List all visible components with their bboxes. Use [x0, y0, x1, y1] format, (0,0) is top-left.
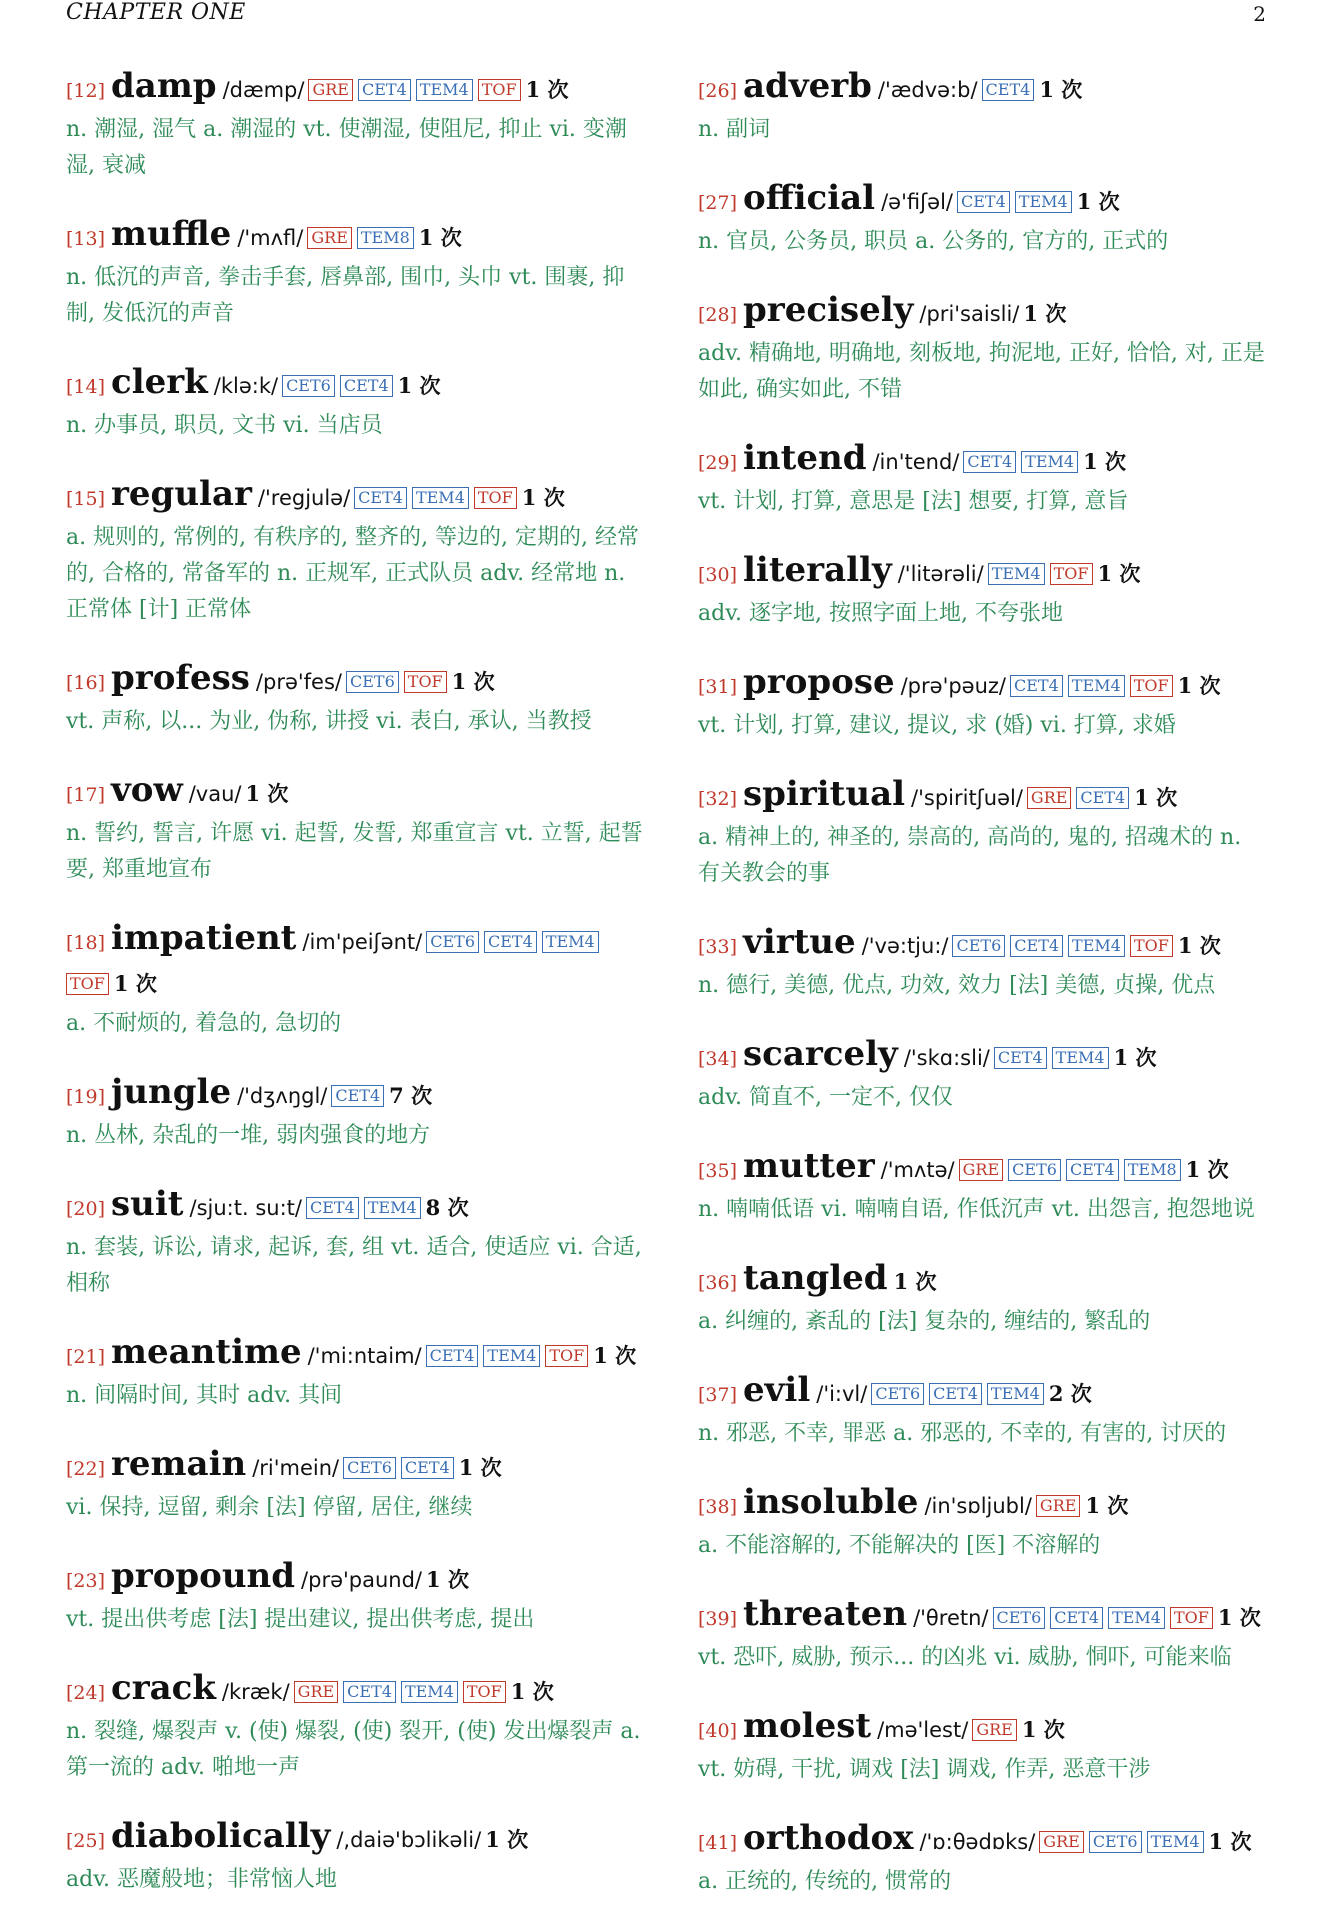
entry-head: [66, 1816, 646, 1862]
entry-head: [698, 1706, 1268, 1752]
exam-tag-tem4: TEM4: [987, 1383, 1044, 1405]
exam-tag-tem4: TEM4: [416, 79, 473, 101]
exam-tag-cet6: CET6: [1008, 1159, 1061, 1181]
entry-index: [28]: [698, 304, 738, 326]
vocab-entry: [698, 922, 1268, 1004]
entry-head: [698, 1594, 1268, 1640]
entry-phonetic: /ə'fiʃəl/: [881, 190, 953, 214]
entry-phonetic: /mə'lest/: [877, 1718, 969, 1742]
entry-index: [21]: [66, 1346, 106, 1368]
entry-count: 1 次: [426, 1567, 469, 1592]
exam-tag-tem4: TEM4: [364, 1197, 421, 1219]
entry-word: muffle: [111, 214, 232, 254]
entry-definition: n. 丛林, 杂乱的一堆, 弱肉强食的地方: [66, 1123, 431, 1148]
entry-index: [24]: [66, 1682, 106, 1704]
entry-definition: adv. 逐字地, 按照字面上地, 不夸张地: [698, 601, 1063, 626]
entry-index: [29]: [698, 452, 738, 474]
entry-count: 1 次: [521, 485, 565, 510]
exam-tag-cet4: CET4: [306, 1197, 359, 1219]
vocab-entry: [698, 1706, 1268, 1788]
chapter-title: CHAPTER ONE: [66, 0, 246, 25]
vocab-entry: [698, 1370, 1268, 1452]
entry-definition: n. 办事员, 职员, 文书 vi. 当店员: [66, 413, 383, 438]
exam-tag-cet4: CET4: [340, 375, 393, 397]
entry-phonetic: /'ɒ:θədɒks/: [919, 1830, 1036, 1854]
exam-tag-cet4: CET4: [957, 191, 1010, 213]
entry-head: [698, 290, 1268, 336]
exam-tag-gre: GRE: [294, 1681, 339, 1703]
right-column: [698, 66, 1268, 1930]
entry-count: 1 次: [245, 781, 289, 806]
exam-tag-cet4: CET4: [343, 1681, 396, 1703]
entry-definition: n. 间隔时间, 其时 adv. 其间: [66, 1383, 343, 1408]
entry-head: [66, 1072, 646, 1118]
exam-tag-cet6: CET6: [952, 935, 1005, 957]
entry-phonetic: /'regjulə/: [257, 486, 351, 510]
entry-index: [37]: [698, 1384, 738, 1406]
exam-tag-cet4: CET4: [982, 79, 1035, 101]
entry-word: jungle: [111, 1072, 232, 1112]
vocab-entry: [698, 290, 1268, 408]
exam-tag-tof: TOF: [1050, 563, 1093, 585]
entry-word: mutter: [743, 1146, 875, 1186]
entry-head: [698, 1482, 1268, 1528]
entry-head: [66, 474, 646, 520]
entry-phonetic: /dæmp/: [222, 78, 305, 102]
vocab-entry: [698, 1146, 1268, 1228]
exam-tag-tem4: TEM4: [1108, 1607, 1165, 1629]
exam-tag-cet6: CET6: [993, 1607, 1046, 1629]
entry-definition: n. 潮湿, 湿气 a. 潮湿的 vt. 使潮湿, 使阻尼, 抑止 vi. 变潮湿, 衰减: [66, 117, 627, 178]
entry-count: 1 次: [1185, 1157, 1229, 1182]
entry-head: [698, 774, 1268, 820]
vocab-entry: [698, 1818, 1268, 1900]
exam-tag-tof: TOF: [474, 487, 517, 509]
exam-tag-gre: GRE: [1039, 1831, 1084, 1853]
exam-tag-tof: TOF: [1130, 935, 1173, 957]
entry-count: 1 次: [1097, 561, 1141, 586]
entry-count: 1 次: [113, 971, 157, 996]
vocab-entry: [66, 1072, 646, 1154]
vocab-entry: [66, 658, 646, 740]
vocab-entry: [698, 1482, 1268, 1564]
exam-tag-tem4: TEM4: [1015, 191, 1072, 213]
entry-definition: a. 纠缠的, 紊乱的 [法] 复杂的, 缠结的, 繁乱的: [698, 1309, 1151, 1334]
entry-word: official: [743, 178, 876, 218]
exam-tag-tem8: TEM8: [1124, 1159, 1181, 1181]
exam-tag-cet4: CET4: [963, 451, 1016, 473]
entry-index: [16]: [66, 672, 106, 694]
exam-tag-tem4: TEM4: [1021, 451, 1078, 473]
entry-phonetic: /in'sɒljubl/: [924, 1494, 1032, 1518]
exam-tag-cet6: CET6: [426, 931, 479, 953]
entry-phonetic: /prə'paund/: [301, 1568, 423, 1592]
entry-head: [698, 1146, 1268, 1192]
entry-index: [40]: [698, 1720, 738, 1742]
entry-definition: vt. 妨碍, 干扰, 调戏 [法] 调戏, 作弄, 恶意干涉: [698, 1757, 1151, 1782]
entry-definition: n. 誓约, 誓言, 许愿 vi. 起誓, 发誓, 郑重宣言 vt. 立誓, 起誓要, 郑重地宣布: [66, 821, 643, 882]
entry-count: 1 次: [1177, 933, 1221, 958]
entry-word: propose: [743, 662, 895, 702]
exam-tag-tem4: TEM4: [1147, 1831, 1204, 1853]
exam-tag-gre: GRE: [307, 227, 352, 249]
entry-count: 1 次: [1023, 301, 1067, 326]
entry-word: profess: [111, 658, 250, 698]
entry-word: threaten: [743, 1594, 908, 1634]
entry-index: [35]: [698, 1160, 738, 1182]
entry-word: literally: [743, 550, 892, 590]
exam-tag-cet4: CET4: [354, 487, 407, 509]
entry-definition: n. 裂缝, 爆裂声 v. (使) 爆裂, (使) 裂开, (使) 发出爆裂声 a. 第一流的 adv. 啪地一声: [66, 1719, 641, 1780]
entry-index: [12]: [66, 80, 106, 102]
exam-tag-cet6: CET6: [343, 1457, 396, 1479]
entry-word: scarcely: [743, 1034, 898, 1074]
entry-word: molest: [743, 1706, 872, 1746]
entry-word: precisely: [743, 290, 914, 330]
entry-phonetic: /vau/: [188, 782, 242, 806]
entry-phonetic: /'və:tju:/: [861, 934, 949, 958]
entry-head: [698, 1034, 1268, 1080]
entry-head: [698, 1370, 1268, 1416]
entry-index: [32]: [698, 788, 738, 810]
entry-phonetic: /sju:t. su:t/: [189, 1196, 302, 1220]
entry-phonetic: /'mʌtə/: [880, 1158, 955, 1182]
entry-count: 1 次: [510, 1679, 554, 1704]
entry-word: virtue: [743, 922, 856, 962]
entry-definition: n. 低沉的声音, 拳击手套, 唇鼻部, 围巾, 头巾 vt. 围裹, 抑制, 发低沉的声音: [66, 265, 625, 326]
vocab-entry: [698, 1594, 1268, 1676]
entry-definition: vi. 保持, 逗留, 剩余 [法] 停留, 居住, 继续: [66, 1495, 473, 1520]
entry-index: [14]: [66, 376, 106, 398]
entry-index: [38]: [698, 1496, 738, 1518]
entry-head: [698, 662, 1268, 708]
entry-head: [698, 922, 1268, 968]
page-number: 2: [1253, 2, 1266, 26]
entry-phonetic: /kræk/: [221, 1680, 290, 1704]
entry-word: intend: [743, 438, 867, 478]
entry-count: 1 次: [893, 1269, 937, 1294]
entry-head: [66, 1444, 646, 1490]
vocab-entry: [66, 474, 646, 628]
entry-definition: n. 官员, 公务员, 职员 a. 公务的, 官方的, 正式的: [698, 229, 1169, 254]
entry-index: [17]: [66, 784, 106, 806]
vocab-entry: [698, 438, 1268, 520]
entry-word: diabolically: [111, 1816, 331, 1856]
entry-count: 1 次: [1113, 1045, 1157, 1070]
vocab-entry: [66, 1668, 646, 1786]
vocab-entry: [66, 1556, 646, 1638]
entry-count: 1 次: [397, 373, 441, 398]
entry-definition: n. 副词: [698, 117, 771, 142]
entry-definition: vt. 恐吓, 威胁, 预示... 的凶兆 vi. 威胁, 恫吓, 可能来临: [698, 1645, 1232, 1670]
vocab-entry: [66, 214, 646, 332]
entry-count: 1 次: [1021, 1717, 1065, 1742]
entry-index: [23]: [66, 1570, 106, 1592]
exam-tag-cet4: CET4: [331, 1085, 384, 1107]
entry-definition: n. 套装, 诉讼, 请求, 起诉, 套, 组 vt. 适合, 使适应 vi. 合适, 相称: [66, 1235, 642, 1296]
entry-index: [33]: [698, 936, 738, 958]
entry-count: 1 次: [458, 1455, 502, 1480]
entry-count: 1 次: [451, 669, 495, 694]
entry-count: 1 次: [525, 77, 569, 102]
entry-word: meantime: [111, 1332, 302, 1372]
entry-index: [41]: [698, 1832, 738, 1854]
exam-tag-cet4: CET4: [1050, 1607, 1103, 1629]
entry-phonetic: /im'peiʃənt/: [302, 930, 423, 954]
entry-index: [18]: [66, 932, 106, 954]
entry-word: tangled: [743, 1258, 888, 1298]
entry-phonetic: /,daiə'bɔlikəli/: [336, 1828, 482, 1852]
entry-index: [27]: [698, 192, 738, 214]
entry-index: [13]: [66, 228, 106, 250]
vocab-entry: [698, 66, 1268, 148]
entry-index: [20]: [66, 1198, 106, 1220]
entry-phonetic: /in'tend/: [872, 450, 960, 474]
entry-phonetic: /'mʌfl/: [237, 226, 304, 250]
entry-index: [39]: [698, 1608, 738, 1630]
entry-definition: a. 不能溶解的, 不能解决的 [医] 不溶解的: [698, 1533, 1101, 1558]
entry-phonetic: /prə'fes/: [255, 670, 342, 694]
entry-count: 1 次: [485, 1827, 529, 1852]
entry-index: [36]: [698, 1272, 738, 1294]
exam-tag-cet4: CET4: [1010, 935, 1063, 957]
entry-count: 1 次: [593, 1343, 637, 1368]
exam-tag-cet6: CET6: [1089, 1831, 1142, 1853]
exam-tag-cet4: CET4: [994, 1047, 1047, 1069]
entry-head: [66, 66, 646, 112]
entry-word: vow: [111, 770, 183, 810]
exam-tag-tem4: TEM4: [401, 1681, 458, 1703]
entry-phonetic: /klə:k/: [213, 374, 279, 398]
entry-phonetic: /'dʒʌŋgl/: [237, 1084, 328, 1108]
entry-head: [698, 66, 1268, 112]
entry-definition: a. 不耐烦的, 着急的, 急切的: [66, 1011, 342, 1036]
entry-head: [698, 550, 1268, 596]
exam-tag-tof: TOF: [463, 1681, 506, 1703]
entry-head: [66, 918, 646, 1006]
entry-word: propound: [111, 1556, 296, 1596]
exam-tag-tem4: TEM4: [542, 931, 599, 953]
entry-definition: a. 精神上的, 神圣的, 崇高的, 高尚的, 鬼的, 招魂术的 n. 有关教会的事: [698, 825, 1242, 886]
entry-phonetic: /ri'mein/: [252, 1456, 340, 1480]
left-column: [66, 66, 646, 1928]
exam-tag-gre: GRE: [1027, 787, 1072, 809]
entry-head: [66, 1668, 646, 1714]
vocab-entry: [66, 66, 646, 184]
exam-tag-tem4: TEM4: [412, 487, 469, 509]
entry-word: clerk: [111, 362, 208, 402]
exam-tag-tem4: TEM4: [988, 563, 1045, 585]
entry-index: [15]: [66, 488, 106, 510]
entry-head: [66, 658, 646, 704]
vocab-entry: [66, 770, 646, 888]
exam-tag-tof: TOF: [66, 973, 109, 995]
entry-count: 1 次: [1076, 189, 1120, 214]
entry-word: spiritual: [743, 774, 906, 814]
entry-word: evil: [743, 1370, 811, 1410]
vocab-entry: [698, 662, 1268, 744]
entry-count: 1 次: [1083, 449, 1126, 474]
entry-definition: adv. 精确地, 明确地, 刻板地, 拘泥地, 正好, 恰恰, 对, 正是如此, 确实如此, 不错: [698, 341, 1265, 402]
entry-index: [34]: [698, 1048, 738, 1070]
vocab-entry: [66, 1444, 646, 1526]
entry-index: [30]: [698, 564, 738, 586]
vocab-entry: [698, 1034, 1268, 1116]
entry-count: 1 次: [1039, 77, 1083, 102]
entry-head: [698, 178, 1268, 224]
exam-tag-gre: GRE: [959, 1159, 1004, 1181]
exam-tag-tof: TOF: [1170, 1607, 1213, 1629]
entry-head: [698, 1818, 1268, 1864]
entry-word: suit: [111, 1184, 184, 1224]
exam-tag-cet4: CET4: [484, 931, 537, 953]
exam-tag-cet4: CET4: [1010, 675, 1063, 697]
entry-phonetic: /pri'saisli/: [919, 302, 1020, 326]
entry-word: remain: [111, 1444, 247, 1484]
vocab-entry: [66, 1184, 646, 1302]
entry-head: [66, 214, 646, 260]
entry-word: insoluble: [743, 1482, 919, 1522]
entry-count: 1 次: [1134, 785, 1178, 810]
entry-phonetic: /'litərəli/: [897, 562, 984, 586]
entry-definition: adv. 简直不, 一定不, 仅仅: [698, 1085, 953, 1110]
entry-head: [66, 362, 646, 408]
vocab-entry: [698, 774, 1268, 892]
entry-head: [66, 1556, 646, 1602]
entry-count: 7 次: [389, 1083, 433, 1108]
exam-tag-cet4: CET4: [401, 1457, 454, 1479]
entry-count: 1 次: [1217, 1605, 1261, 1630]
exam-tag-cet4: CET4: [1076, 787, 1129, 809]
exam-tag-gre: GRE: [1036, 1495, 1081, 1517]
exam-tag-tem8: TEM8: [357, 227, 414, 249]
vocab-entry: [66, 362, 646, 444]
exam-tag-tof: TOF: [545, 1345, 588, 1367]
exam-tag-cet4: CET4: [358, 79, 411, 101]
vocab-entry: [66, 918, 646, 1042]
entry-definition: a. 正统的, 传统的, 惯常的: [698, 1869, 952, 1894]
entry-count: 8 次: [425, 1195, 469, 1220]
entry-definition: vt. 声称, 以... 为业, 伪称, 讲授 vi. 表白, 承认, 当教授: [66, 709, 592, 734]
exam-tag-tof: TOF: [478, 79, 521, 101]
entry-definition: vt. 计划, 打算, 意思是 [法] 想要, 打算, 意旨: [698, 489, 1129, 514]
exam-tag-cet4: CET4: [1066, 1159, 1119, 1181]
exam-tag-cet6: CET6: [346, 671, 399, 693]
exam-tag-gre: GRE: [308, 79, 353, 101]
exam-tag-tem4: TEM4: [1068, 935, 1125, 957]
entry-word: orthodox: [743, 1818, 914, 1858]
entry-word: impatient: [111, 918, 297, 958]
entry-word: regular: [111, 474, 252, 514]
entry-index: [26]: [698, 80, 738, 102]
entry-definition: vt. 计划, 打算, 建议, 提议, 求 (婚) vi. 打算, 求婚: [698, 713, 1176, 738]
entry-phonetic: /prə'pəuz/: [900, 674, 1006, 698]
entry-phonetic: /'skɑ:sli/: [903, 1046, 990, 1070]
entry-count: 1 次: [418, 225, 462, 250]
entry-definition: n. 喃喃低语 vi. 喃喃自语, 作低沉声 vt. 出怨言, 抱怨地说: [698, 1197, 1255, 1222]
vocab-entry: [698, 550, 1268, 632]
entry-index: [22]: [66, 1458, 106, 1480]
entry-phonetic: /'θretn/: [913, 1606, 989, 1630]
entry-definition: n. 邪恶, 不幸, 罪恶 a. 邪恶的, 不幸的, 有害的, 讨厌的: [698, 1421, 1227, 1446]
entry-phonetic: /'spiritʃuəl/: [911, 786, 1023, 810]
entry-index: [31]: [698, 676, 738, 698]
vocab-entry: [698, 178, 1268, 260]
entry-head: [66, 1332, 646, 1378]
exam-tag-tof: TOF: [1130, 675, 1173, 697]
entry-phonetic: /'i:vl/: [816, 1382, 868, 1406]
exam-tag-tem4: TEM4: [1052, 1047, 1109, 1069]
entry-word: adverb: [743, 66, 872, 106]
vocab-entry: [698, 1258, 1268, 1340]
exam-tag-tem4: TEM4: [483, 1345, 540, 1367]
exam-tag-cet4: CET4: [426, 1345, 479, 1367]
exam-tag-tof: TOF: [404, 671, 447, 693]
entry-head: [698, 1258, 1268, 1304]
entry-definition: n. 德行, 美德, 优点, 功效, 效力 [法] 美德, 贞操, 优点: [698, 973, 1216, 998]
entry-definition: adv. 恶魔般地；非常恼人地: [66, 1867, 338, 1892]
entry-phonetic: /'ædvə:b/: [877, 78, 978, 102]
entry-count: 1 次: [1177, 673, 1221, 698]
entry-head: [66, 1184, 646, 1230]
entry-definition: a. 规则的, 常例的, 有秩序的, 整齐的, 等边的, 定期的, 经常的, 合格的, 常备军的 n. 正规军, 正式队员 adv. 经常地 n. 正常体 [计] 正常体: [66, 525, 640, 622]
vocab-entry: [66, 1332, 646, 1414]
entry-head: [66, 770, 646, 816]
exam-tag-cet6: CET6: [871, 1383, 924, 1405]
entry-word: crack: [111, 1668, 216, 1708]
vocab-entry: [66, 1816, 646, 1898]
exam-tag-cet6: CET6: [282, 375, 335, 397]
entry-count: 1 次: [1085, 1493, 1129, 1518]
exam-tag-tem4: TEM4: [1068, 675, 1125, 697]
entry-definition: vt. 提出供考虑 [法] 提出建议, 提出供考虑, 提出: [66, 1607, 535, 1632]
entry-count: 1 次: [1208, 1829, 1252, 1854]
entry-word: damp: [111, 66, 217, 106]
exam-tag-gre: GRE: [972, 1719, 1017, 1741]
entry-phonetic: /'mi:ntaim/: [307, 1344, 422, 1368]
entry-index: [19]: [66, 1086, 106, 1108]
entry-index: [25]: [66, 1830, 106, 1852]
entry-count: 2 次: [1048, 1381, 1092, 1406]
exam-tag-cet4: CET4: [929, 1383, 982, 1405]
entry-head: [698, 438, 1268, 484]
